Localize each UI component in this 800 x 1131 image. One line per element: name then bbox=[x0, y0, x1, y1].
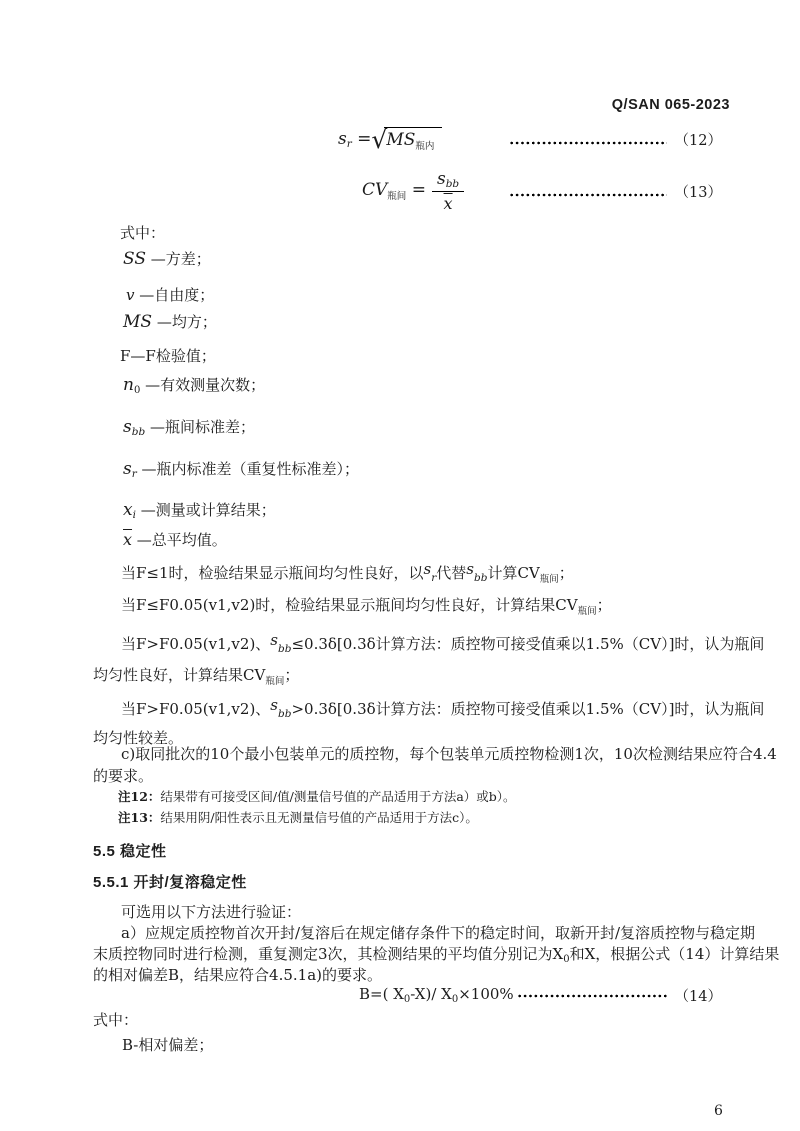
formula-12-sqrt bbox=[371, 124, 442, 154]
definition-b: B-相对偏差； bbox=[122, 1036, 214, 1054]
page-number: 6 bbox=[714, 1103, 723, 1119]
criterion-f-le-f005: 当F≤F0.05(v1,v2)时，检验结果显示瓶间均匀性良好，计算结果$CV_{瓶间}$； bbox=[121, 596, 612, 617]
section-5-5-1-heading: 5.5.1 开封/复溶稳定性 bbox=[93, 874, 247, 891]
formula-12-lhs: sr = bbox=[338, 128, 372, 150]
note-12-text: 结果带有可接受区间/值/测量信号值的产品适用于方法a）或b）。 bbox=[160, 789, 516, 804]
formula-14-number: （14） bbox=[674, 988, 722, 1005]
formula-13-fraction bbox=[432, 169, 464, 214]
definition-sr: $s_r$ —瓶内标准差（重复性标准差）； bbox=[123, 459, 360, 480]
note-13-label: 注13： bbox=[118, 810, 161, 825]
definition-ss: SS —方差； bbox=[123, 249, 211, 269]
section-5-5-heading: 5.5 稳定性 bbox=[93, 843, 167, 860]
definition-f: F—F检验值； bbox=[120, 347, 216, 365]
where-label-2: 式中： bbox=[93, 1011, 139, 1029]
stability-intro: 可选用以下方法进行验证： bbox=[121, 903, 302, 921]
definition-n0: $n_0$ —有效测量次数； bbox=[123, 375, 266, 396]
note-13 bbox=[118, 810, 478, 826]
criterion-f-gt-poor-line1: 当F>F0.05(v1,v2)、$s_{bb}>0.3\delta[0.3\delta$计算方法：质控物可接受值乘以1.5%（CV）]时，认为瓶间 bbox=[121, 696, 765, 720]
criterion-f-gt-good-line2: 均匀性良好，计算结果$CV_{瓶间}$； bbox=[93, 666, 300, 687]
method-c-line2: 的要求。 bbox=[93, 767, 154, 785]
fraction-numerator: $s_{bb}$ bbox=[432, 169, 464, 193]
formula-14 bbox=[359, 983, 722, 1007]
formula-12-number: （12） bbox=[674, 132, 722, 149]
formula-12-radicand: $MS_{瓶内}$ bbox=[384, 127, 442, 152]
radical-sign: √ bbox=[371, 124, 388, 154]
definition-xi: $x_i$ —测量或计算结果； bbox=[123, 500, 276, 521]
note-12 bbox=[118, 789, 516, 805]
criterion-f-gt-good-line1: 当F>F0.05(v1,v2)、$s_{bb}\le 0.3\delta[0.3\delta$计算方法：质控物可接受值乘以1.5%（CV）]时，认为瓶间 bbox=[121, 631, 765, 655]
where-label: 式中： bbox=[120, 224, 166, 242]
note-12-label: 注12： bbox=[118, 789, 161, 804]
stability-a-line3: 的相对偏差B，结果应符合4.5.1a)的要求。 bbox=[93, 966, 382, 984]
definition-ms: MS —均方； bbox=[123, 312, 217, 332]
definition-v: v —自由度； bbox=[126, 286, 215, 304]
note-13-text: 结果用阴/阳性表示且无测量信号值的产品适用于方法c）。 bbox=[160, 810, 478, 825]
criterion-f-le-1: 当F≤1时，检验结果显示瓶间均匀性良好，以$s_r$代替$s_{bb}$计算$CV_{瓶间}$； bbox=[121, 560, 574, 585]
formula-13-number: （13） bbox=[674, 184, 722, 201]
formula-12 bbox=[338, 118, 722, 160]
formula-13 bbox=[362, 165, 722, 217]
leader-dots bbox=[509, 141, 667, 145]
stability-a-line2: 末质控物同时进行检测，重复测定3次，其检测结果的平均值分别记为$X_0$和X，根据公式（14）计算结果 bbox=[93, 945, 780, 965]
definition-xbar: $\overline{x}$ —总平均值。 bbox=[123, 530, 227, 549]
leader-dots bbox=[517, 994, 667, 998]
formula-13-lhs: $CV_{瓶间}$ = bbox=[362, 180, 426, 202]
definition-sbb: $s_{bb}$ —瓶间标准差； bbox=[123, 417, 255, 438]
formula-14-expression: B=( $X_0-X)/$ $X_0\times 100\%$ bbox=[359, 985, 514, 1005]
method-c-line1: c)取同批次的10个最小包装单元的质控物，每个包装单元质控物检测1次，10次检测结果应符合4.4 bbox=[121, 745, 777, 763]
criterion-f-gt-poor-line2: 均匀性较差。 bbox=[93, 729, 184, 747]
stability-a-line1: a）应规定质控物首次开封/复溶后在规定储存条件下的稳定时间，取新开封/复溶质控物与稳定期 bbox=[121, 924, 756, 942]
leader-dots bbox=[509, 193, 667, 197]
doc-number: Q/SAN 065-2023 bbox=[611, 97, 730, 113]
fraction-denominator: x bbox=[443, 194, 453, 214]
